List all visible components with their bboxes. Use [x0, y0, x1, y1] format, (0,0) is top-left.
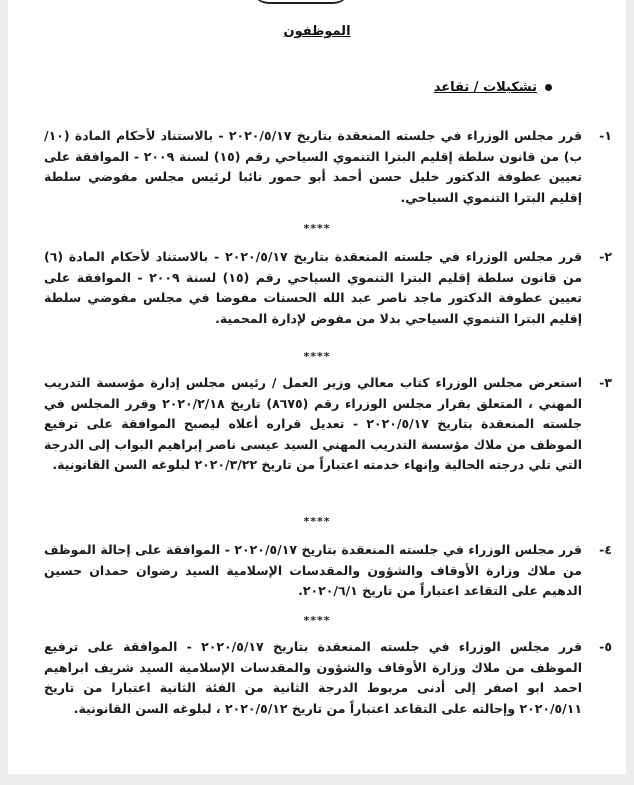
item-text: استعرض مجلس الوزراء كتاب معالي وزير العمل / رئيس مجلس إدارة مؤسسة التدريب المهني ، المتعلق بقرار مجلس الوزراء رقم (٨٦٧٥) تاريخ ٢٠٢٠/٢/١٨ وقرر المجلس في جلسته المنعقدة بتاريخ ٢٠٢٠/٥/١٧ - تعديل قراره أعلاه ليصبح الموافقة على ترفيع الموظف من ملاك مؤسسة التدريب المهني السيد عيسى ناصر إبراهيم البواب إلى الدرجة التي تلي درجته الحالية وإنهاء خدمته اعتباراً من تاريخ ٢٠٢٠/٣/٢٢ لبلوغه السن القانونية. [44, 375, 583, 473]
item-number: ١- [599, 128, 612, 143]
decision-item-1 [44, 126, 612, 208]
item-number: ٥- [599, 639, 612, 654]
section-heading [434, 80, 552, 95]
item-text: قرر مجلس الوزراء في جلسته المنعقدة بتاريخ ٢٠٢٠/٥/١٧ - الموافقة على إحالة الموظف من ملاك وزارة الأوقاف والشؤون والمقدسات الإسلامية السيد رضوان حمدان حسين الدهيم على التقاعد اعتباراً من تاريخ ٢٠٢٠/٦/١. [44, 542, 582, 599]
decision-item-4 [44, 540, 612, 602]
decision-item-3 [44, 373, 612, 476]
page-title-text: الموظفون [283, 24, 351, 39]
separator-4: **** [303, 614, 331, 627]
item-text: قرر مجلس الوزراء في جلسته المنعقدة بتاريخ ٢٠٢٠/٥/١٧ - الموافقة على ترفيع الموظف من ملاك وزارة الأوقاف والشؤون والمقدسات الإسلامية السيد شريف ابراهيم احمد ابو اصفر إلى أدنى مربوط الدرجة الثانية من الفئة الثانية اعتبارا من تاريخ ٢٠٢٠/٥/١١ وإحالته على التقاعد اعتباراً من تاريخ ٢٠٢٠/٥/١٢ ، لبلوغه السن القانونية. [44, 639, 583, 716]
separator-3: **** [303, 515, 331, 528]
page-title [8, 24, 626, 39]
decision-item-2 [44, 247, 612, 329]
separator-2: **** [303, 350, 331, 363]
section-heading-text: تشكيلات / تقاعد [433, 80, 537, 95]
document-page [8, 0, 626, 774]
item-text: قرر مجلس الوزراء في جلسته المنعقدة بتاريخ ٢٠٢٠/٥/١٧ - بالاستناد لأحكام المادة (٦) من قانون سلطة إقليم البترا التنموي السياحي رقم (١٥) لسنة ٢٠٠٩ - الموافقة على تعيين عطوفة الدكتور ماجد ناصر عبد الله الحسنات مفوضا في مجلس مفوضي سلطة إقليم البترا التنموي السياحي بدلا من مفوض لإدارة المحمية. [44, 249, 583, 326]
header-decoration [251, 0, 351, 4]
decision-item-5 [44, 637, 612, 719]
bullet-icon [545, 84, 552, 91]
item-text: قرر مجلس الوزراء في جلسته المنعقدة بتاريخ ٢٠٢٠/٥/١٧ - بالاستناد لأحكام المادة (١٠/ب) من قانون سلطة إقليم البترا التنموي السياحي رقم (١٥) لسنة ٢٠٠٩ - الموافقة على تعيين عطوفة الدكتور خليل حسن أحمد أبو حمور نائبا لرئيس مجلس مفوضي سلطة إقليم البترا التنموي السياحي. [44, 128, 583, 205]
item-number: ٣- [599, 375, 612, 390]
item-number: ٢- [599, 249, 612, 264]
separator-1: **** [303, 222, 331, 235]
item-number: ٤- [599, 542, 612, 557]
